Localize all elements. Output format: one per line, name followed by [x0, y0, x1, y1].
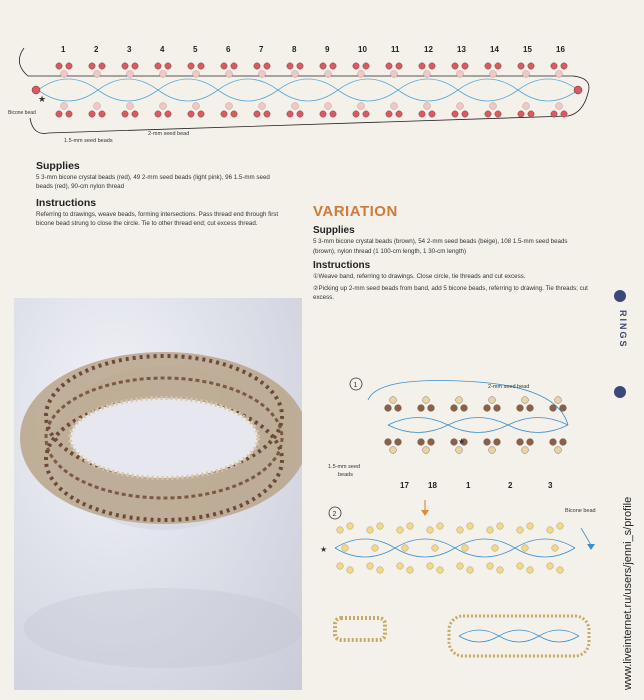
seed-bead-red [122, 63, 128, 69]
seed-bead [432, 545, 439, 552]
seed-bead [517, 439, 524, 446]
variation-instructions-title: Instructions [313, 260, 371, 271]
seed-bead-red [495, 63, 501, 69]
seed-bead [522, 397, 529, 404]
seed-bead-red [264, 63, 270, 69]
diagram-1-number: 3 [548, 481, 553, 490]
unit-number: 10 [358, 45, 367, 54]
seed-bead [407, 523, 414, 530]
seed-bead [494, 405, 501, 412]
seed-bead [555, 447, 562, 454]
seed-bead [527, 567, 534, 574]
unit-number: 16 [556, 45, 565, 54]
seed-bead [527, 523, 534, 530]
bead-weaving-diagram [8, 38, 598, 148]
unit-numbers [61, 45, 565, 54]
seed-bead-red [518, 111, 524, 117]
seed-bead-red [551, 111, 557, 117]
rings-tab-label: RINGS [618, 310, 628, 349]
variation-supplies-text: 5 3-mm bicone crystal beads (brown), 54 2-mm seed beads (beige), 108 1.5-mm seed beads (brown), nylon thread (1 100-cm length, 1 30-cm length) [313, 238, 568, 255]
seed-bead-red [429, 111, 435, 117]
diagram-1-number: 2 [508, 481, 513, 490]
seed-bead [423, 397, 430, 404]
seed-bead-red [165, 111, 171, 117]
unit-number: 5 [193, 45, 198, 54]
seed-bead-red [56, 111, 62, 117]
seed-bead-red [429, 63, 435, 69]
seed-bead [337, 527, 344, 534]
seed-bead [395, 405, 402, 412]
instructions-title: Instructions [36, 197, 97, 209]
start-star-icon: ★ [38, 94, 47, 104]
seed-bead-pink [391, 103, 398, 110]
seed-bead [377, 567, 384, 574]
step-2-marker: 2 [332, 511, 337, 518]
seed-bead [372, 545, 379, 552]
seed-bead-red [561, 63, 567, 69]
seed-bead-red [551, 63, 557, 69]
seed-bead [492, 545, 499, 552]
seed-bead [418, 439, 425, 446]
seed-bead [428, 405, 435, 412]
seed-bead-red [396, 63, 402, 69]
seed-bead [451, 439, 458, 446]
seed-bead [367, 563, 374, 570]
seed-bead-red [287, 111, 293, 117]
seed-bead-pink [556, 71, 563, 78]
seed-bead [390, 447, 397, 454]
seed-bead [347, 567, 354, 574]
unit-number: 11 [391, 45, 400, 54]
seed-bead-red [132, 63, 138, 69]
seed-bead-red [254, 63, 260, 69]
seed-bead-pink [226, 103, 233, 110]
seed-bead [390, 397, 397, 404]
unit-number: 14 [490, 45, 499, 54]
seed-bead-red [353, 111, 359, 117]
seed-bead [347, 523, 354, 530]
unit-number: 4 [160, 45, 165, 54]
seed-bead-red [254, 111, 260, 117]
d1-seed-2-label: 2-mm seed bead [488, 384, 530, 390]
diagram-1-number: 18 [428, 481, 437, 490]
seed-bead-red [320, 63, 326, 69]
d1-seed-15-label-a: 1.5-mm seed [328, 464, 361, 470]
seed-bead-red [495, 111, 501, 117]
variation-diagram-1 [328, 370, 593, 500]
seed-bead [522, 447, 529, 454]
seed-bead [489, 397, 496, 404]
variation-section [313, 225, 588, 305]
seed-bead [560, 439, 567, 446]
seed-bead [489, 447, 496, 454]
seed-bead-red [132, 111, 138, 117]
variation-step-1: ①Weave band, referring to drawings. Close circle, tie threads and cut excess. [313, 273, 526, 280]
seed-bead-red [386, 63, 392, 69]
seed-bead [557, 523, 564, 530]
seed-bead-pink [490, 71, 497, 78]
seed-bead-pink [358, 71, 365, 78]
ring-photo [14, 298, 302, 690]
seed-bead-red [231, 63, 237, 69]
seed-bead [428, 439, 435, 446]
seed-bead-pink [259, 103, 266, 110]
unit-number: 8 [292, 45, 297, 54]
seed-bead [377, 523, 384, 530]
seed-bead [517, 527, 524, 534]
seed-bead-pink [325, 71, 332, 78]
seed-bead-red [485, 111, 491, 117]
seed-bead-red [330, 63, 336, 69]
seed-bead-pink [424, 71, 431, 78]
seed-bead [457, 527, 464, 534]
variation-title: VARIATION [313, 203, 398, 220]
seed-bead [517, 563, 524, 570]
seed-bead [457, 563, 464, 570]
seed-bead-pink [424, 103, 431, 110]
diagram-2-beads [337, 523, 564, 574]
seed-bead [517, 405, 524, 412]
bicone-label: Bicone bead [8, 110, 36, 116]
ring-illustration [14, 298, 302, 690]
seed-bead-red [99, 63, 105, 69]
unit-number: 15 [523, 45, 532, 54]
seed-bead [467, 523, 474, 530]
seed-bead-red [561, 111, 567, 117]
seed-bead-red [188, 111, 194, 117]
seed-bead-red [221, 111, 227, 117]
seed-bead-red [66, 111, 72, 117]
seed-bead [522, 545, 529, 552]
seed-bead [397, 563, 404, 570]
seed-bead-pink [259, 71, 266, 78]
seed-bead-pink [160, 71, 167, 78]
seed-bead-red [485, 63, 491, 69]
seed-bead-pink [292, 103, 299, 110]
diagram-1-beads [385, 397, 567, 454]
seed-bead [456, 447, 463, 454]
seed-bead-red [231, 111, 237, 117]
thread-loop [19, 48, 589, 133]
seed-bead-pink [358, 103, 365, 110]
unit-number: 12 [424, 45, 433, 54]
seed-bead-pink [523, 71, 530, 78]
seed-bead-red [462, 63, 468, 69]
seed-bead [550, 439, 557, 446]
seed-bead [437, 567, 444, 574]
seed-bead-red [297, 63, 303, 69]
seed-bead [467, 567, 474, 574]
seed-bead [527, 405, 534, 412]
unit-number: 3 [127, 45, 132, 54]
d2-bicone-label: Bicone bead [565, 508, 596, 514]
seed-bead-pink [523, 103, 530, 110]
seed-bead [418, 405, 425, 412]
seed-bead-red [528, 63, 534, 69]
seed-bead [427, 563, 434, 570]
unit-number: 6 [226, 45, 231, 54]
seed-bead-red [66, 63, 72, 69]
seed-bead-red [452, 111, 458, 117]
seed-bead [395, 439, 402, 446]
seed-2-label: 2-mm seed bead [148, 131, 190, 137]
seed-bead-red [396, 111, 402, 117]
seed-bead-red [155, 111, 161, 117]
seed-bead-pink [61, 71, 68, 78]
seed-bead [337, 563, 344, 570]
diagram-1-numbers [400, 481, 553, 490]
seed-bead-red [386, 111, 392, 117]
seed-bead [456, 397, 463, 404]
seed-bead [342, 545, 349, 552]
seed-bead-red [528, 111, 534, 117]
seed-bead-red [287, 63, 293, 69]
seed-bead-red [89, 63, 95, 69]
seed-bead-red [518, 63, 524, 69]
d1-seed-15-label-b: beads [338, 472, 353, 478]
seed-bead-pink [94, 71, 101, 78]
diagram-1-number: 1 [466, 481, 471, 490]
seed-bead-pink [226, 71, 233, 78]
seed-bead [527, 439, 534, 446]
seed-bead [407, 567, 414, 574]
supplies-text: 5 3-mm bicone crystal beads (red), 49 2-mm seed beads (light pink), 96 1.5-mm seed beads (red), 90-cm nylon thread [36, 174, 270, 190]
seed-bead-red [297, 111, 303, 117]
seed-bead [423, 447, 430, 454]
seed-bead-red [363, 63, 369, 69]
variation-diagram-2 [315, 500, 605, 690]
seed-bead-red [188, 63, 194, 69]
unit-number: 13 [457, 45, 466, 54]
seed-bead [484, 439, 491, 446]
seed-bead [560, 405, 567, 412]
seed-bead-pink [160, 103, 167, 110]
seed-bead [547, 563, 554, 570]
variation-supplies-title: Supplies [313, 225, 355, 236]
seed-bead-pink [490, 103, 497, 110]
seed-bead-pink [556, 103, 563, 110]
seed-bead [437, 523, 444, 530]
seed-bead-pink [127, 103, 134, 110]
seed-bead-red [419, 111, 425, 117]
step-1-marker: 1 [353, 382, 358, 389]
bicone-bead [32, 86, 40, 94]
seed-bead-red [99, 111, 105, 117]
seed-bead [497, 567, 504, 574]
unit-number: 9 [325, 45, 330, 54]
seed-bead [461, 405, 468, 412]
supplies-title: Supplies [36, 160, 80, 172]
seed-bead-red [221, 63, 227, 69]
seed-bead [484, 405, 491, 412]
seed-bead-red [198, 111, 204, 117]
seed-bead-red [330, 111, 336, 117]
seed-bead-red [353, 63, 359, 69]
seed-bead-pink [457, 71, 464, 78]
seed-bead-red [155, 63, 161, 69]
seed-bead-red [56, 63, 62, 69]
seed-bead-red [122, 111, 128, 117]
seed-bead-red [198, 63, 204, 69]
d1-star-icon: ★ [458, 437, 466, 446]
seed-bead-red [165, 63, 171, 69]
seed-bead [547, 527, 554, 534]
unit-number: 7 [259, 45, 264, 54]
seed-bead [397, 527, 404, 534]
seed-bead [385, 405, 392, 412]
seed-bead-red [320, 111, 326, 117]
seed-bead [385, 439, 392, 446]
seed-15-label: 1.5-mm seed beads [64, 138, 113, 144]
seed-bead [497, 523, 504, 530]
seed-bead-pink [325, 103, 332, 110]
seed-bead-red [452, 63, 458, 69]
seed-bead [555, 397, 562, 404]
seed-bead [487, 563, 494, 570]
seed-bead [427, 527, 434, 534]
seed-bead-pink [457, 103, 464, 110]
seed-bead [557, 567, 564, 574]
seed-bead [494, 439, 501, 446]
variation-step-2: ②Picking up 2-mm seed beads from band, add 5 bicone beads, referring to drawing. Tie threads; cut excess. [313, 284, 588, 301]
instructions-text: Referring to drawings, weave beads, forming intersections. Pass thread end through first bicone bead strung to close the circle. Tie to other thread end; cut excess thread. [36, 211, 279, 227]
seed-bead-pink [193, 71, 200, 78]
unit-number: 1 [61, 45, 66, 54]
bicone-bead [574, 86, 582, 94]
seed-bead-pink [127, 71, 134, 78]
d2-star-icon: ★ [320, 545, 328, 554]
seed-bead-red [264, 111, 270, 117]
bead-units [32, 63, 582, 117]
seed-bead-pink [94, 103, 101, 110]
seed-bead [487, 527, 494, 534]
thread-path-2 [38, 79, 578, 101]
seed-bead [462, 545, 469, 552]
seed-bead-pink [391, 71, 398, 78]
seed-bead-red [462, 111, 468, 117]
seed-bead-red [419, 63, 425, 69]
diagram-1-number: 17 [400, 481, 409, 490]
seed-bead-red [363, 111, 369, 117]
seed-bead [550, 405, 557, 412]
seed-bead-red [89, 111, 95, 117]
seed-bead [367, 527, 374, 534]
unit-number: 2 [94, 45, 99, 54]
watermark: www.liveinternet.ru/users/jenni_s/profile [622, 496, 634, 690]
thread-path [38, 79, 578, 101]
seed-bead [451, 405, 458, 412]
seed-bead-pink [61, 103, 68, 110]
seed-bead [402, 545, 409, 552]
seed-bead-pink [193, 103, 200, 110]
supplies-section [36, 160, 281, 234]
seed-bead-pink [292, 71, 299, 78]
seed-bead [552, 545, 559, 552]
